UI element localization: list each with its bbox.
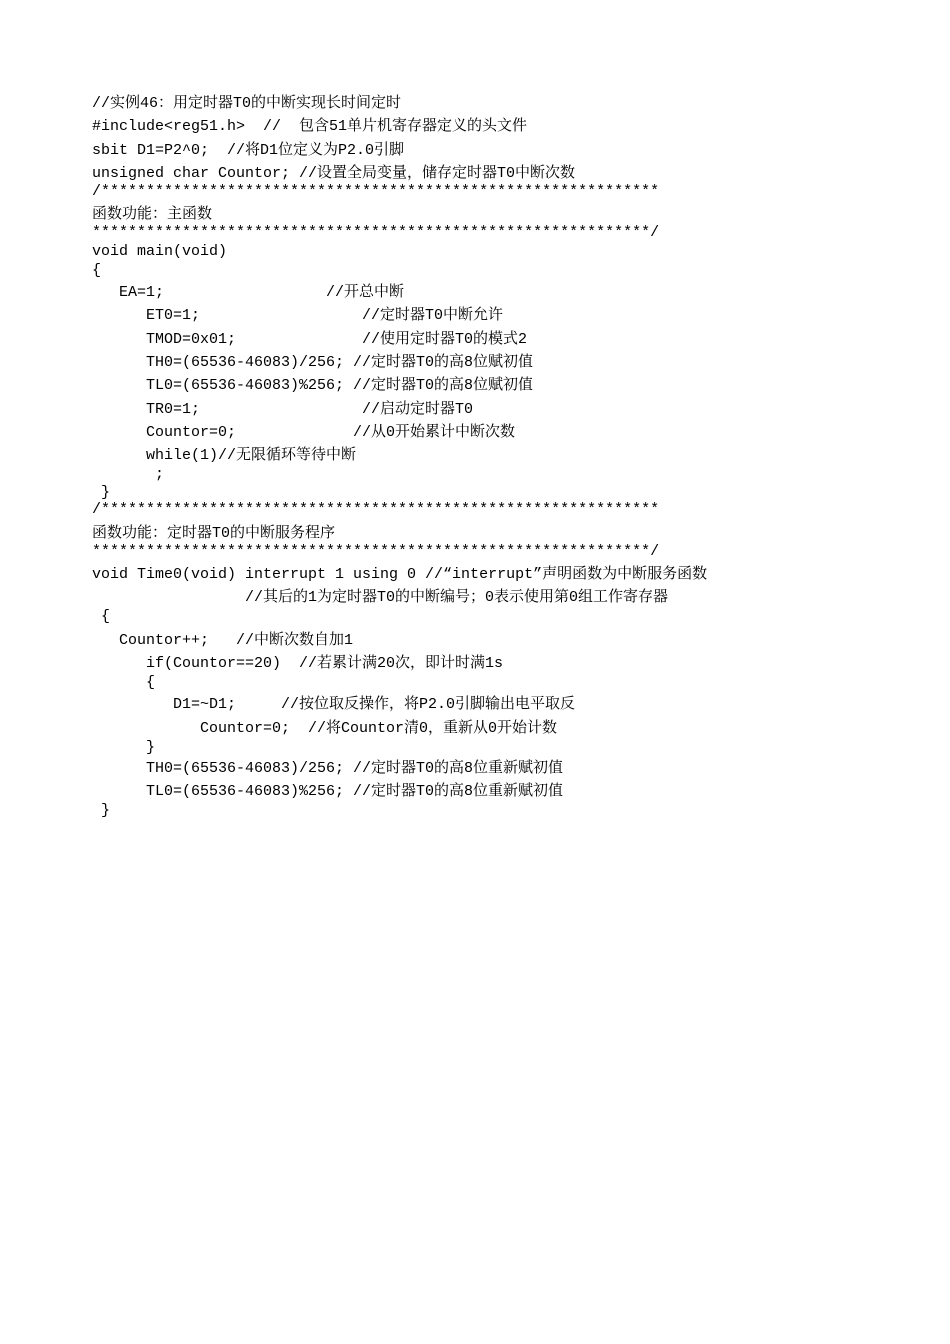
- code-line: if(Countor==20) //若累计满20次，即计时满1s: [92, 655, 504, 672]
- code-line: TH0=(65536-46083)/256; //定时器T0的高8位重新赋初值: [92, 760, 564, 777]
- comment-separator: /**************************************************************: [92, 501, 660, 518]
- code-line: //其后的1为定时器T0的中断编号；0表示使用第0组工作寄存器: [92, 589, 669, 606]
- code-line: {: [92, 262, 102, 279]
- code-line: {: [92, 674, 156, 691]
- code-line: 函数功能：定时器T0的中断服务程序: [92, 525, 336, 542]
- code-line: #include<reg51.h> // 包含51单片机寄存器定义的头文件: [92, 118, 528, 135]
- code-line: void Time0(void) interrupt 1 using 0 //“interrupt”声明函数为中断服务函数: [92, 566, 708, 583]
- code-line: TH0=(65536-46083)/256; //定时器T0的高8位赋初值: [92, 354, 534, 371]
- code-line: ET0=1; //定时器T0中断允许: [92, 307, 504, 324]
- comment-separator: /**************************************************************: [92, 183, 660, 200]
- code-line: }: [92, 739, 156, 756]
- code-line: D1=~D1; //按位取反操作，将P2.0引脚输出电平取反: [92, 696, 576, 713]
- code-line: Countor=0; //从0开始累计中断次数: [92, 424, 516, 441]
- code-line: ;: [92, 466, 165, 483]
- code-line: TMOD=0x01; //使用定时器T0的模式2: [92, 331, 528, 348]
- code-line: 函数功能：主函数: [92, 206, 213, 223]
- comment-separator: **************************************************************/: [92, 543, 660, 560]
- comment-separator: **************************************************************/: [92, 224, 660, 241]
- code-line: while(1)//无限循环等待中断: [92, 447, 357, 464]
- code-line: Countor=0; //将Countor清0，重新从0开始计数: [92, 720, 558, 737]
- code-line: EA=1; //开总中断: [92, 284, 405, 301]
- code-line: unsigned char Countor; //设置全局变量，储存定时器T0中断次数: [92, 165, 576, 182]
- code-line: }: [92, 484, 111, 501]
- code-line: {: [92, 608, 111, 625]
- code-line: Countor++; //中断次数自加1: [92, 632, 354, 649]
- code-line: sbit D1=P2^0; //将D1位定义为P2.0引脚: [92, 142, 405, 159]
- code-line: TL0=(65536-46083)%256; //定时器T0的高8位赋初值: [92, 377, 534, 394]
- code-line: TR0=1; //启动定时器T0: [92, 401, 474, 418]
- code-line: //实例46：用定时器T0的中断实现长时间定时: [92, 95, 402, 112]
- code-line: }: [92, 802, 111, 819]
- code-line: void main(void): [92, 243, 228, 260]
- code-line: TL0=(65536-46083)%256; //定时器T0的高8位重新赋初值: [92, 783, 564, 800]
